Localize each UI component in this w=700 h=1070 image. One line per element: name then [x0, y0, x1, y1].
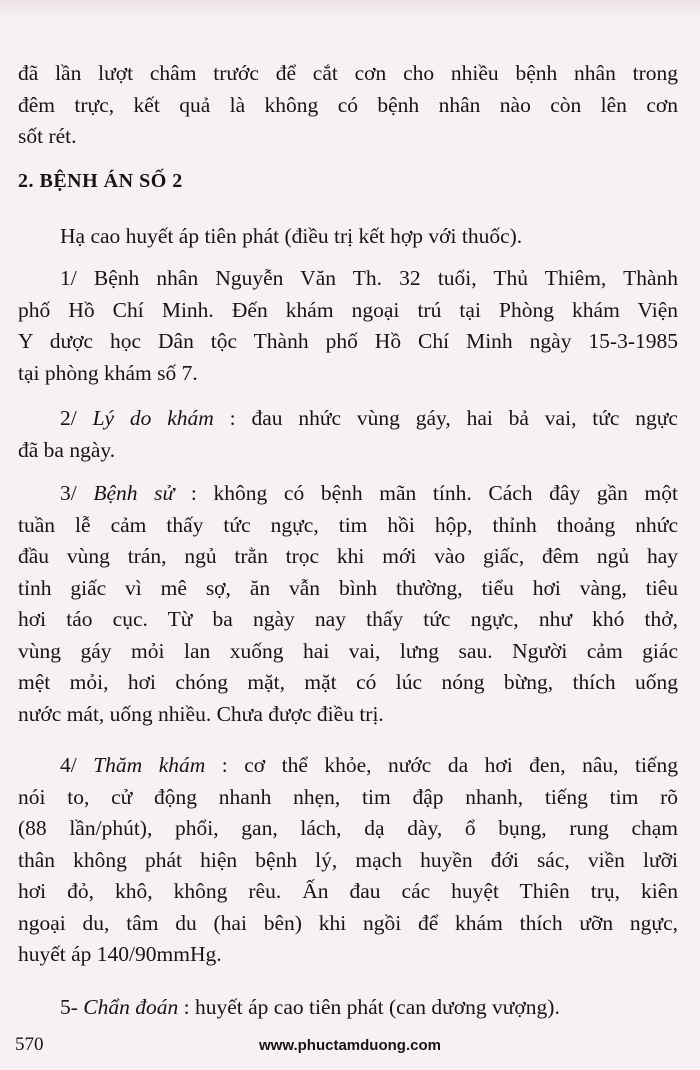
item-text: : không có bệnh mãn tính. Cách đây gần một — [174, 481, 678, 505]
item-label: Bệnh sử — [93, 481, 175, 505]
paragraph-3 — [18, 478, 678, 730]
item-text: : đau nhức vùng gáy, hai bả vai, tức ngực — [213, 406, 678, 430]
text-line: phố Hồ Chí Minh. Đến khám ngoại trú tại Phòng khám Viện — [18, 297, 678, 322]
section-heading: 2. BỆNH ÁN SỐ 2 — [18, 170, 183, 192]
item-text: : cơ thể khỏe, nước da hơi đen, nâu, tiếng — [205, 753, 678, 777]
footer-website: www.phuctamduong.com — [259, 1037, 441, 1054]
paragraph-5 — [18, 992, 678, 1024]
item-number: 4/ — [60, 753, 94, 777]
item-label: Lý do khám — [92, 406, 214, 430]
text-line: mệt mỏi, hơi chóng mặt, mặt có lúc nóng bừng, thích uống — [18, 670, 678, 694]
text-line: ngoại du, tâm du (hai bên) khi ngồi để khám thích ưỡn ngực, — [18, 910, 678, 935]
text-line: thân không phát hiện bệnh lý, mạch huyền đới sác, viền lưỡi — [18, 847, 678, 872]
paragraph-1 — [18, 263, 678, 389]
text-line: tuần lễ cảm thấy tức ngực, tim hồi hộp, thỉnh thoảng nhức — [18, 512, 678, 537]
text-line: Y dược học Dân tộc Thành phố Hồ Chí Minh ngày 15-3-1985 — [18, 329, 678, 353]
text-line: đêm trực, kết quả là không có bệnh nhân nào còn lên cơn — [18, 92, 678, 117]
item-label: Thăm khám — [93, 753, 206, 777]
text-line: đã ba ngày. — [18, 437, 116, 462]
text-line — [18, 750, 678, 782]
text-line: Hạ cao huyết áp tiên phát (điều trị kết hợp với thuốc). — [60, 224, 523, 248]
paragraph-2 — [18, 403, 678, 466]
text-line: huyết áp 140/90mmHg. — [18, 942, 222, 966]
text-line: đầu vùng trán, ngủ trằn trọc khi mới vào giấc, đêm ngủ hay — [18, 544, 678, 568]
text-line — [18, 403, 678, 435]
text-line: tỉnh giấc vì mê sợ, ăn vẫn bình thường, tiểu hơi vàng, tiêu — [18, 575, 678, 600]
text-line: (88 lần/phút), phổi, gan, lách, dạ dày, ổ bụng, rung chạm — [18, 816, 678, 840]
item-number: 2/ — [60, 406, 93, 430]
paragraph-4 — [18, 750, 678, 971]
text-line — [18, 992, 678, 1024]
text-line: sốt rét. — [18, 124, 77, 148]
page-top-shadow — [0, 0, 700, 18]
item-number: 5- — [60, 995, 84, 1019]
subtitle-paragraph — [18, 221, 678, 253]
text-line — [18, 478, 678, 510]
text-line: tại phòng khám số 7. — [18, 360, 198, 385]
intro-paragraph — [18, 58, 678, 153]
text-line: nói to, cử động nhanh nhẹn, tim đập nhanh, tiếng tim rõ — [18, 784, 678, 809]
text-line: hơi táo cục. Từ ba ngày nay thấy tức ngực, như khó thở, — [18, 607, 678, 631]
item-text: : huyết áp cao tiên phát (can dương vượng). — [178, 995, 560, 1019]
text-line: vùng gáy mỏi lan xuống hai vai, lưng sau. Người cảm giác — [18, 638, 678, 663]
text-line: nước mát, uống nhiều. Chưa được điều trị. — [18, 701, 384, 726]
item-label: Chẩn đoán — [83, 995, 179, 1019]
item-number: 3/ — [60, 481, 94, 505]
page-number: 570 — [15, 1034, 44, 1055]
text-line: hơi đỏ, khô, không rêu. Ấn đau các huyệt Thiên trụ, kiên — [18, 879, 678, 903]
text-line: 1/ Bệnh nhân Nguyễn Văn Th. 32 tuổi, Thủ Thiêm, Thành — [60, 266, 678, 290]
text-line: đã lần lượt châm trước để cắt cơn cho nhiều bệnh nhân trong — [18, 61, 678, 85]
